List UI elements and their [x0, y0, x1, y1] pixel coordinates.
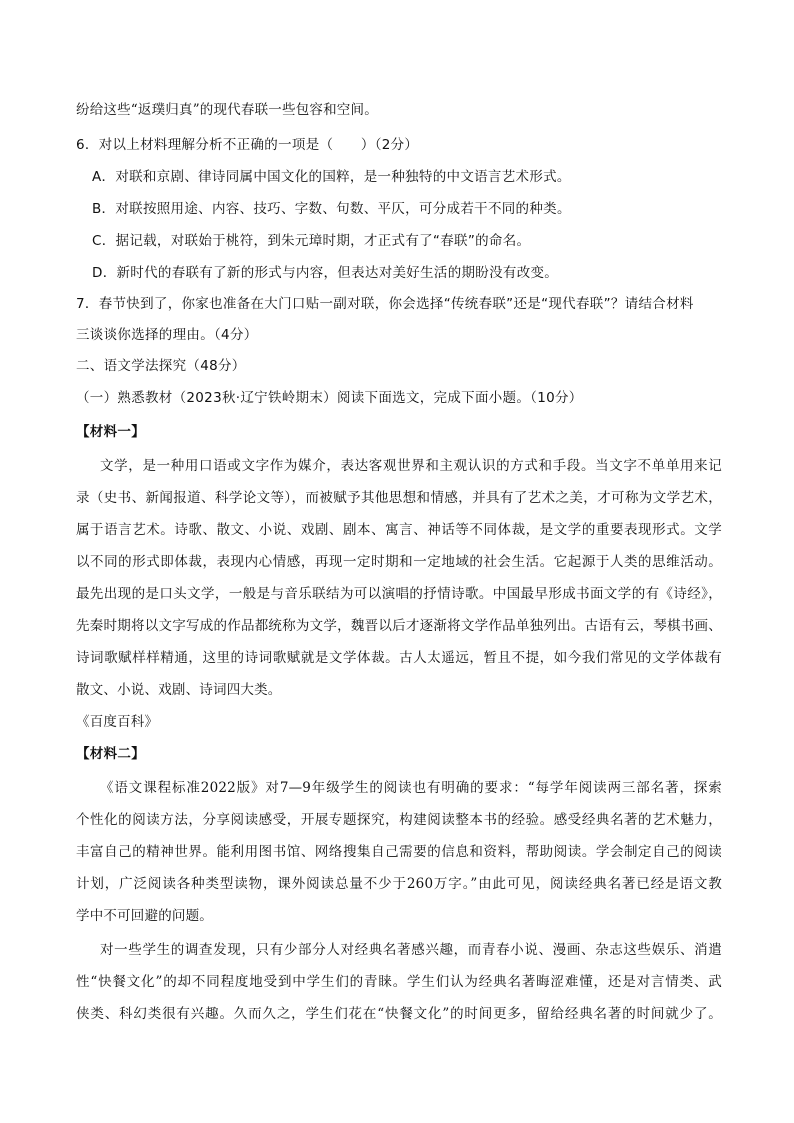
paragraph-line: 属于语言艺术。诗歌、散文、小说、戏剧、剧本、寓言、神话等不同体裁，是文学的重要表现形式。文学	[76, 522, 722, 538]
option-a: A．对联和京剧、律诗同属中国文化的国粹，是一种独特的中文语言艺术形式。	[92, 169, 571, 185]
option-d: D．新时代的春联有了新的形式与内容，但表达对美好生活的期盼没有改变。	[92, 265, 559, 281]
paragraph-line: 散文、小说、戏剧、诗词四大类。	[76, 682, 282, 698]
material-1-title: 【材料一】	[76, 424, 145, 440]
paragraph-line: 录（史书、新闻报道、科学论文等），而被赋予其他思想和情感，并具有了艺术之美，才可称为文学艺术，	[76, 490, 722, 506]
paragraph-line: 《语文课程标准2022版》对7—9年级学生的阅读也有明确的要求：“每学年阅读两三部名著，探索	[100, 780, 722, 796]
paragraph-line: 纷给这些“返璞归真”的现代春联一些包容和空间。	[76, 102, 378, 118]
paragraph-line: 性“快餐文化”的却不同程度地受到中学生们的青睐。学生们认为经典名著晦涩难懂，还是对言情类、武	[76, 974, 722, 990]
paragraph-line: 个性化的阅读方法，分享阅读感受，开展专题探究，构建阅读整本书的经验。感受经典名著的艺术魅力，	[76, 812, 722, 828]
paragraph-line: 计划，广泛阅读各种类型读物，课外阅读总量不少于260万字。”由此可见，阅读经典名著已经是语文教	[76, 876, 722, 892]
paragraph-line: 先秦时期将以文字写成的作品都统称为文学，魏晋以后才逐渐将文学作品单独列出。古语有云，琴棋书画、	[76, 618, 722, 634]
paragraph-line: 学中不可回避的问题。	[76, 908, 213, 924]
question-7: 7．春节快到了，你家也准备在大门口贴一副对联，你会选择“传统春联”还是“现代春联”？请结合材料	[76, 296, 694, 312]
paragraph-line: 以不同的形式即体裁，表现内心情感，再现一定时期和一定地域的社会生活。它起源于人类的思维活动。	[76, 554, 722, 570]
paragraph-line: 侠类、科幻类很有兴趣。久而久之，学生们花在“快餐文化”的时间更多，留给经典名著的时间就少了。	[76, 1006, 722, 1022]
subsection-heading: （一）熟悉教材（2023秋·辽宁铁岭期末）阅读下面选文，完成下面小题。（10分）	[76, 390, 583, 406]
section-heading: 二、语文学法探究（48分）	[76, 358, 246, 374]
option-c: C．据记载，对联始于桃符，到朱元璋时期，才正式有了“春联”的命名。	[92, 233, 531, 249]
paragraph-line: 丰富自己的精神世界。能利用图书馆、网络搜集自己需要的信息和资料，帮助阅读。学会制定自己的阅读	[76, 844, 722, 860]
paragraph-line: 最先出现的是口头文学，一般是与音乐联结为可以演唱的抒情诗歌。中国最早形成书面文学的有《诗经》，	[76, 586, 722, 602]
question-7-cont: 三谈谈你选择的理由。（4分）	[76, 327, 258, 343]
question-6: 6．对以上材料理解分析不正确的一项是（ ）（2分）	[76, 137, 419, 153]
material-1-source: 《百度百科》	[76, 714, 159, 730]
paragraph-line: 文学，是一种用口语或文字作为媒介，表达客观世界和主观认识的方式和手段。当文字不单单用来记	[100, 458, 722, 474]
option-b: B．对联按照用途、内容、技巧、字数、句数、平仄，可分成若干不同的种类。	[92, 201, 571, 217]
paragraph-line: 对一些学生的调查发现，只有少部分人对经典名著感兴趣，而青春小说、漫画、杂志这些娱乐、消遣	[100, 942, 722, 958]
material-2-title: 【材料二】	[76, 746, 145, 762]
paragraph-line: 诗词歌赋样样精通，这里的诗词歌赋就是文学体裁。古人太遥远，暂且不提，如今我们常见的文学体裁有	[76, 650, 722, 666]
